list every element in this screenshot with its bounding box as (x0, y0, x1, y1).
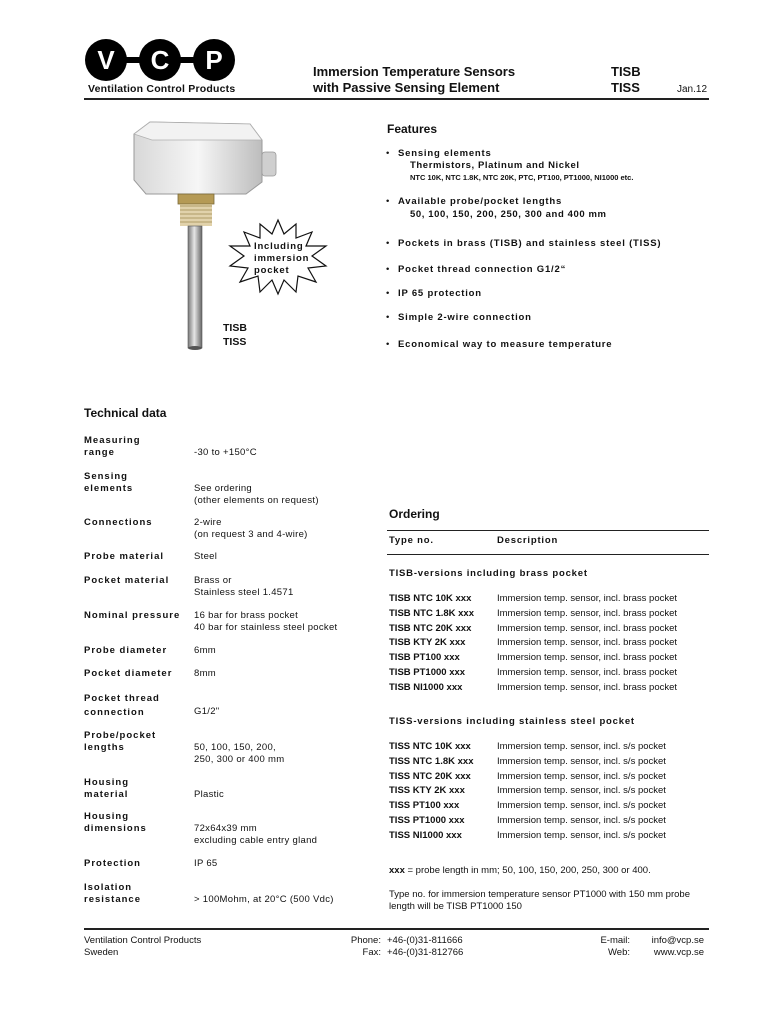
tech-label: Pocket thread connection (84, 693, 160, 718)
order-description: Immersion temp. sensor, incl. s/s pocket (497, 741, 666, 752)
bullet-icon: • (386, 339, 391, 350)
order-type-no: TISS PT1000 xxx (389, 815, 465, 826)
tech-value: See ordering (other elements on request) (194, 483, 319, 506)
tech-value: 50, 100, 150, 200, 250, 300 or 400 mm (194, 742, 285, 765)
image-label-tisb: TISB (223, 322, 247, 334)
vcp-logo (84, 38, 236, 82)
feature-item: • IP 65 protection (386, 288, 482, 299)
ordering-header-rule (387, 554, 709, 555)
tech-label: Probe diameter (84, 645, 168, 656)
tiss-group-heading: TISS-versions including stainless steel pocket (389, 716, 635, 727)
tech-value: > 100Mohm, at 20°C (500 Vdc) (194, 894, 334, 905)
bullet-icon: • (386, 288, 391, 299)
tech-label: Probe/pocket lengths (84, 730, 157, 753)
order-type-no: TISB PT1000 xxx (389, 667, 466, 678)
order-type-no: TISS NTC 20K xxx (389, 770, 471, 782)
callout-line-2: immersion (254, 253, 310, 264)
feature-item: • Available probe/pocket lengths 50, 100, 150, 200, 250, 300 and 400 mm (386, 196, 607, 220)
tech-label: Protection (84, 858, 141, 869)
tech-value: 2-wire (on request 3 and 4-wire) (194, 517, 308, 540)
order-description: Immersion temp. sensor, incl. s/s pocket (497, 785, 666, 797)
bullet-icon: • (386, 238, 391, 249)
callout-line-3: pocket (254, 265, 290, 276)
order-type-no: TISS NTC 10K xxx (389, 741, 471, 752)
email-link[interactable]: info@vcp.se (651, 935, 704, 946)
order-type-no: TISB NTC 20K xxx (389, 622, 472, 634)
feature-item: • Pocket thread connection G1/2“ (386, 264, 567, 275)
title-line-2: with Passive Sensing Element (313, 80, 500, 95)
logo-letter-c: C (150, 45, 170, 75)
bullet-icon: • (386, 312, 391, 323)
feature-sub: 50, 100, 150, 200, 250, 300 and 400 mm (410, 209, 607, 220)
bullet-icon: • (386, 264, 391, 275)
footer-phone-labels: Phone: Fax: (350, 935, 381, 958)
tech-value: G1/2" (194, 706, 220, 717)
order-type-no: TISS KTY 2K xxx (389, 785, 465, 797)
tech-label: Pocket material (84, 575, 170, 586)
header-divider (84, 98, 709, 100)
length-note: xxx = probe length in mm; 50, 100, 150, 200, 250, 300 or 400. (389, 865, 651, 876)
footer-web-values (640, 935, 704, 959)
order-description: Immersion temp. sensor, incl. brass pocket (497, 593, 678, 604)
product-code-1: TISB (611, 64, 641, 79)
tech-value: 16 bar for brass pocket 40 bar for stainless steel pocket (194, 610, 338, 633)
logo-letter-p: P (205, 45, 223, 75)
order-type-no: TISB KTY 2K xxx (389, 637, 466, 649)
order-description: Immersion temp. sensor, incl. s/s pocket (497, 755, 666, 767)
ordering-col-type: Type no. (389, 535, 434, 546)
tech-value: 8mm (194, 668, 217, 679)
tech-value: 72x64x39 mm excluding cable entry gland (194, 823, 318, 846)
tech-label: Probe material (84, 551, 164, 562)
order-description: Immersion temp. sensor, incl. brass pocket (497, 681, 678, 693)
order-description: Immersion temp. sensor, incl. s/s pocket (497, 770, 666, 782)
tech-value: Steel (194, 551, 218, 562)
website-link[interactable]: www.vcp.se (653, 947, 704, 958)
bullet-icon: • (386, 148, 391, 159)
order-description: Immersion temp. sensor, incl. brass pocket (497, 637, 678, 649)
order-type-no: TISB NTC 10K xxx (389, 593, 472, 604)
document-date: Jan.12 (677, 84, 708, 95)
tech-label: Sensing elements (84, 471, 134, 494)
tech-label: Connections (84, 517, 153, 528)
title-line-1: Immersion Temperature Sensors (313, 64, 516, 79)
feature-sub: Thermistors, Platinum and Nickel (410, 160, 580, 171)
ordering-heading: Ordering (389, 507, 440, 521)
order-description: Immersion temp. sensor, incl. brass pocket (497, 622, 678, 634)
footer-phone-values: +46-(0)31-811666 +46-(0)31-812766 (387, 935, 464, 958)
tech-label: Measuring range (84, 435, 141, 458)
image-label-tiss: TISS (223, 336, 247, 348)
tech-value: IP 65 (194, 858, 218, 869)
logo-company-name: Ventilation Control Products (88, 83, 236, 95)
footer-company: Ventilation Control Products Sweden (84, 935, 202, 958)
tech-value: Plastic (194, 789, 225, 800)
order-description: Immersion temp. sensor, incl. s/s pocket (497, 829, 666, 841)
product-codes (611, 64, 641, 96)
order-type-no: TISB NI1000 xxx (389, 681, 463, 693)
tech-value: 6mm (194, 645, 217, 656)
page-title (313, 64, 515, 96)
order-description: Immersion temp. sensor, incl. brass pocket (497, 652, 678, 664)
footer-divider (84, 928, 709, 930)
technical-data-heading: Technical data (84, 406, 167, 420)
order-type-no: TISB PT100 xxx (389, 652, 460, 664)
footer-web-labels: E-mail: Web: (600, 935, 630, 958)
callout-line-1: Including (254, 241, 304, 252)
order-type-no: TISS PT100 xxx (389, 800, 460, 812)
tech-label: Isolation resistance (84, 882, 142, 905)
tech-label: Housing material (84, 777, 129, 800)
order-type-no: TISS NI1000 xxx (389, 829, 462, 841)
feature-item: • Economical way to measure temperature (386, 339, 613, 350)
product-code-2: TISS (611, 80, 640, 95)
example-note: Type no. for immersion temperature sensor PT1000 with 150 mm probe length will be TISB PT1000 150 (389, 889, 690, 912)
feature-sub-detail: NTC 10K, NTC 1.8K, NTC 20K, PTC, PT100, PT1000, NI1000 etc. (410, 173, 634, 182)
order-description: Immersion temp. sensor, incl. s/s pocket (497, 815, 666, 826)
ordering-top-rule (387, 530, 709, 531)
tisb-group-heading: TISB-versions including brass pocket (389, 568, 588, 579)
features-heading: Features (387, 122, 438, 136)
feature-item: • Sensing elements Thermistors, Platinum and Nickel NTC 10K, NTC 1.8K, NTC 20K, PTC, PT100, PT1000, NI1000 etc. (386, 148, 634, 182)
tech-label: Pocket diameter (84, 668, 173, 679)
tech-label: Nominal pressure (84, 610, 181, 621)
feature-item: • Pockets in brass (TISB) and stainless steel (TISS) (386, 238, 662, 249)
logo-letter-v: V (97, 45, 115, 75)
callout-text (254, 241, 309, 277)
tech-label: Housing dimensions (84, 811, 147, 834)
tech-value: Brass or Stainless steel 1.4571 (194, 575, 294, 598)
feature-item: • Simple 2-wire connection (386, 312, 532, 323)
tech-value: -30 to +150°C (194, 447, 257, 458)
order-description: Immersion temp. sensor, incl. brass pocket (497, 607, 678, 619)
image-model-labels (223, 321, 247, 349)
order-description: Immersion temp. sensor, incl. s/s pocket (497, 800, 666, 812)
bullet-icon: • (386, 196, 391, 207)
order-description: Immersion temp. sensor, incl. brass pocket (497, 667, 678, 678)
order-type-no: TISS NTC 1.8K xxx (389, 755, 474, 767)
ordering-col-description: Description (497, 535, 559, 546)
order-type-no: TISB NTC 1.8K xxx (389, 607, 474, 619)
